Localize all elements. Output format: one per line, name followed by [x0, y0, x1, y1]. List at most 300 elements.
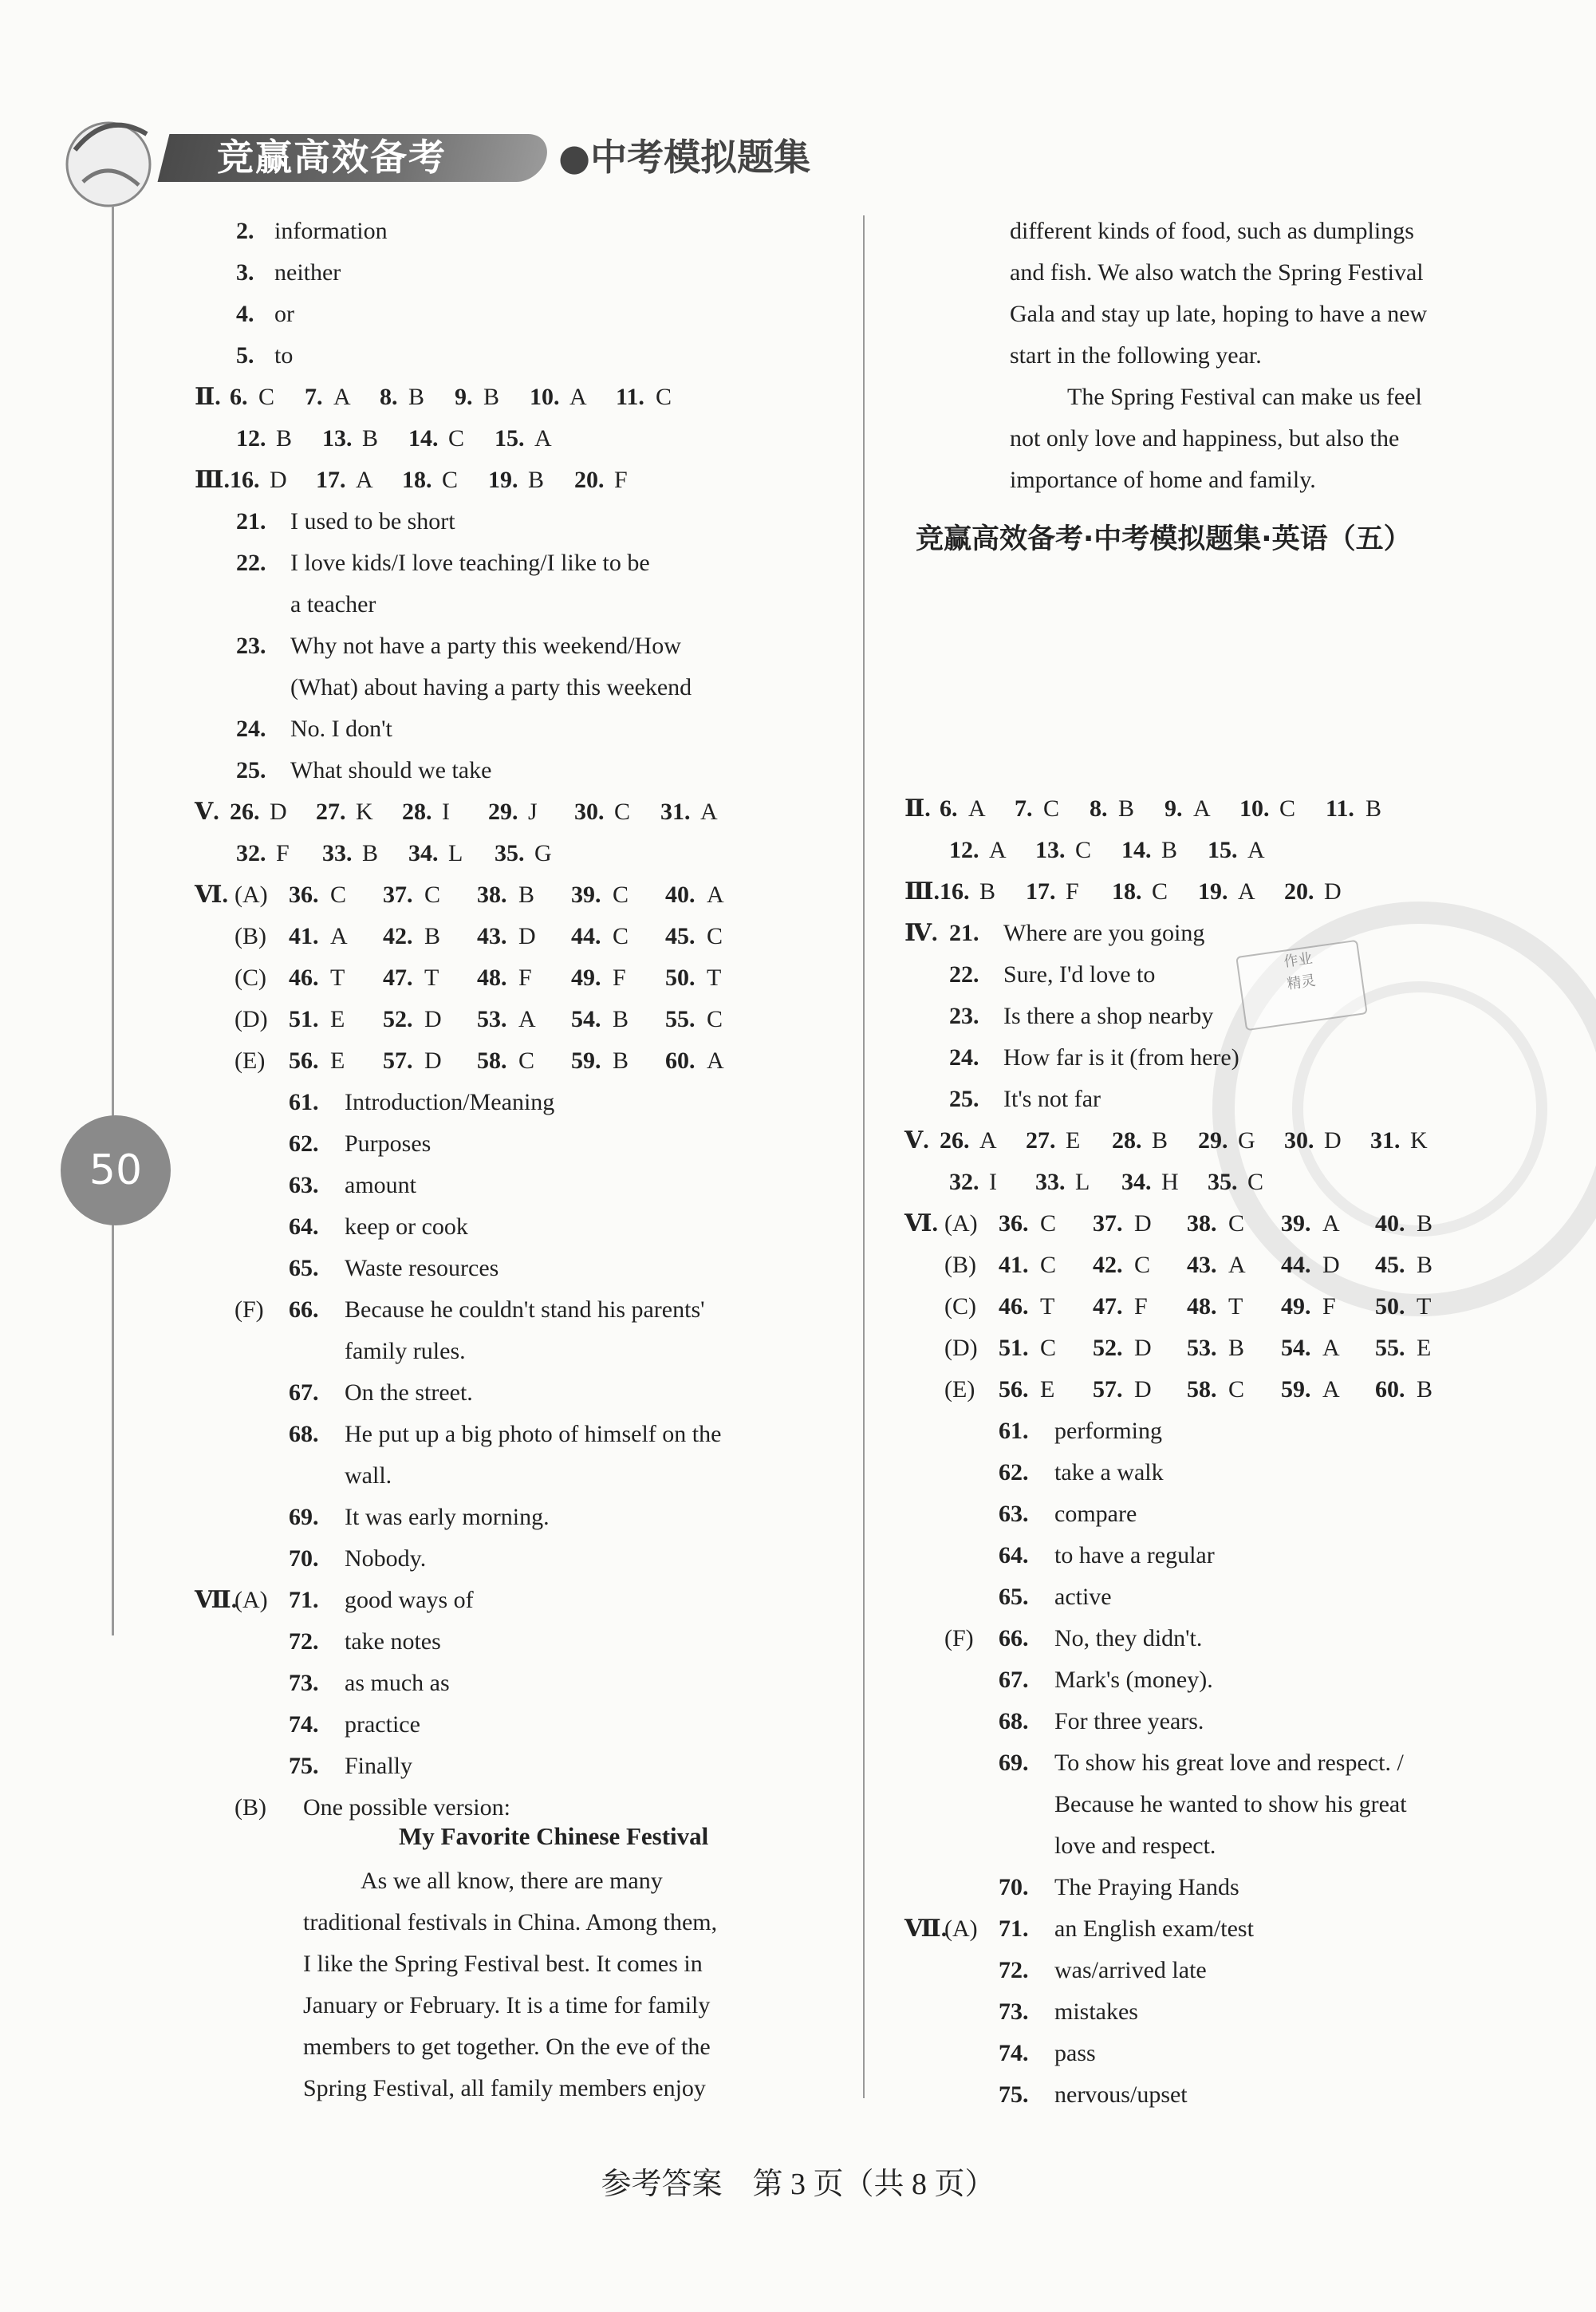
answer-text: I used to be short: [290, 508, 455, 535]
answer-number: 30.: [1284, 1127, 1314, 1154]
answer-choice: A: [707, 1048, 724, 1074]
answer-number: 55.: [1375, 1335, 1405, 1361]
answer-number: 26.: [230, 799, 260, 825]
answer-number: 8.: [1090, 795, 1108, 822]
answer-number: 66.: [999, 1625, 1029, 1651]
answer-number: 4.: [236, 301, 254, 327]
answer-choice: J: [528, 799, 538, 825]
answer-choice: E: [330, 1006, 345, 1032]
answer-number: 33.: [322, 840, 353, 866]
answer-choice: C: [1043, 795, 1060, 822]
answer-number: 71.: [289, 1587, 319, 1613]
answer-choice: E: [1417, 1335, 1432, 1361]
answer-number: 33.: [1035, 1169, 1066, 1195]
answer-number: 47.: [383, 965, 413, 991]
answer-number: 22.: [949, 961, 979, 988]
answer-text: mistakes: [1054, 1998, 1138, 2025]
answer-choice: A: [700, 799, 718, 825]
answer-number: 67.: [999, 1667, 1029, 1693]
brand-logo: [59, 102, 163, 214]
answer-text: Finally: [345, 1753, 413, 1779]
answer-choice: B: [408, 384, 425, 410]
answer-choice: B: [1152, 1127, 1168, 1154]
essay-line: and fish. We also watch the Spring Festival: [1010, 259, 1424, 286]
answer-number: 19.: [1198, 878, 1228, 905]
page-footer: 参考答案 第 3 页（共 8 页）: [601, 2168, 995, 2201]
essay-line: As we all know, there are many: [361, 1868, 663, 1894]
answer-text: Why not have a party this weekend/How: [290, 633, 681, 659]
answer-choice: E: [330, 1048, 345, 1074]
answer-number: 73.: [289, 1670, 319, 1696]
answer-number: 15.: [1208, 837, 1238, 863]
answer-choice: A: [518, 1006, 536, 1032]
answer-choice: C: [1228, 1210, 1245, 1237]
answer-number: 27.: [316, 799, 346, 825]
answer-number: 48.: [477, 965, 507, 991]
answer-number: 12.: [236, 425, 266, 452]
answer-number: 7.: [1015, 795, 1033, 822]
answer-choice: I: [989, 1169, 997, 1195]
answer-choice: B: [1417, 1210, 1433, 1237]
answer-number: 21.: [236, 508, 266, 535]
answer-number: 8.: [380, 384, 398, 410]
answer-choice: F: [614, 467, 628, 493]
answer-choice: C: [1134, 1252, 1151, 1278]
answer-choice: I: [442, 799, 450, 825]
answer-number: 69.: [289, 1504, 319, 1530]
answer-number: 67.: [289, 1379, 319, 1406]
answer-choice: B: [613, 1006, 629, 1032]
answer-text: It was early morning.: [345, 1504, 550, 1530]
answer-number: 59.: [571, 1048, 601, 1074]
answer-choice: D: [1324, 1127, 1342, 1154]
answer-choice: B: [613, 1048, 629, 1074]
answer-text: For three years.: [1054, 1708, 1204, 1734]
answer-text: good ways of: [345, 1587, 474, 1613]
answer-number: 45.: [1375, 1252, 1405, 1278]
answer-text: performing: [1054, 1418, 1162, 1444]
section-numeral: Ⅴ.: [904, 1127, 929, 1154]
answer-choice: B: [528, 467, 545, 493]
answer-number: 13.: [322, 425, 353, 452]
answer-choice: B: [424, 923, 441, 949]
answer-text: What should we take: [290, 757, 492, 783]
answer-choice: F: [613, 965, 626, 991]
answer-choice: A: [968, 795, 986, 822]
header-title: 竞赢高效备考: [217, 136, 447, 179]
answer-number: 39.: [1281, 1210, 1311, 1237]
answer-choice: F: [1322, 1293, 1336, 1320]
answer-choice: B: [1161, 837, 1178, 863]
answer-number: 35.: [1208, 1169, 1238, 1195]
answer-choice: C: [613, 923, 629, 949]
answer-choice: C: [424, 882, 441, 908]
answer-choice: T: [1040, 1293, 1055, 1320]
answer-number: 58.: [477, 1048, 507, 1074]
answer-number: 23.: [236, 633, 266, 659]
answer-choice: B: [979, 878, 996, 905]
part-label: (B): [944, 1252, 976, 1278]
answer-number: 12.: [949, 837, 979, 863]
answer-choice: B: [362, 840, 379, 866]
answer-choice: T: [1417, 1293, 1432, 1320]
answer-number: 62.: [999, 1459, 1029, 1485]
answer-choice: B: [276, 425, 293, 452]
answer-number: 74.: [999, 2040, 1029, 2066]
answer-choice: C: [707, 1006, 723, 1032]
answer-text: Mark's (money).: [1054, 1667, 1213, 1693]
answer-number: 28.: [1112, 1127, 1142, 1154]
answer-number: 41.: [289, 923, 319, 949]
answer-number: 50.: [665, 965, 696, 991]
answer-text: Is there a shop nearby: [1003, 1003, 1214, 1029]
answer-number: 68.: [999, 1708, 1029, 1734]
stamp-line-1: 作业: [1283, 949, 1314, 971]
answer-number: 52.: [383, 1006, 413, 1032]
answer-choice: C: [1228, 1376, 1245, 1403]
answer-text: I love kids/I love teaching/I like to be: [290, 550, 650, 576]
section-numeral: Ⅲ.: [904, 878, 940, 905]
answer-choice: E: [1040, 1376, 1055, 1403]
answer-choice: K: [356, 799, 373, 825]
answer-number: 66.: [289, 1296, 319, 1323]
answer-choice: A: [1193, 795, 1211, 822]
answer-choice: A: [989, 837, 1007, 863]
essay-line: not only love and happiness, but also the: [1010, 425, 1400, 452]
answer-number: 27.: [1026, 1127, 1056, 1154]
answer-text: Sure, I'd love to: [1003, 961, 1156, 988]
answer-number: 40.: [665, 882, 696, 908]
answer-choice: T: [330, 965, 345, 991]
answer-number: 65.: [289, 1255, 319, 1281]
answer-choice: C: [1075, 837, 1092, 863]
answer-text: It's not far: [1003, 1086, 1101, 1112]
part-label: (B): [234, 923, 266, 949]
part-label: (A): [944, 1210, 978, 1237]
answer-choice: C: [1152, 878, 1168, 905]
answer-choice: D: [518, 923, 536, 949]
part-label: (E): [234, 1048, 266, 1074]
answer-number: 14.: [408, 425, 439, 452]
answer-choice: A: [356, 467, 373, 493]
essay-title: My Favorite Chinese Festival: [399, 1822, 709, 1850]
essay-line: Gala and stay up late, hoping to have a new: [1010, 301, 1428, 327]
answer-choice: F: [518, 965, 532, 991]
answer-number: 69.: [999, 1750, 1029, 1776]
answer-number: 55.: [665, 1006, 696, 1032]
answer-number: 48.: [1187, 1293, 1217, 1320]
answer-choice: T: [424, 965, 439, 991]
answer-number: 57.: [383, 1048, 413, 1074]
answer-number: 43.: [1187, 1252, 1217, 1278]
answer-number: 18.: [402, 467, 432, 493]
answer-text: wall.: [345, 1462, 392, 1489]
answer-number: 34.: [408, 840, 439, 866]
answer-choice: A: [707, 882, 724, 908]
answer-choice: A: [1228, 1252, 1246, 1278]
answer-number: 53.: [1187, 1335, 1217, 1361]
answer-text: One possible version:: [303, 1794, 510, 1821]
answer-number: 25.: [949, 1086, 979, 1112]
answer-number: 30.: [574, 799, 605, 825]
answer-number: 42.: [1093, 1252, 1123, 1278]
answer-number: 21.: [949, 920, 979, 946]
answer-number: 2.: [236, 218, 254, 244]
answer-number: 72.: [289, 1628, 319, 1655]
answer-number: 10.: [1239, 795, 1270, 822]
answer-choice: A: [330, 923, 348, 949]
answer-choice: C: [330, 882, 347, 908]
answer-choice: D: [424, 1006, 442, 1032]
answer-number: 17.: [1026, 878, 1056, 905]
answer-number: 60.: [1375, 1376, 1405, 1403]
answer-choice: A: [1247, 837, 1265, 863]
answer-text: (What) about having a party this weekend: [290, 674, 692, 700]
answer-number: 6.: [940, 795, 958, 822]
answer-choice: F: [1134, 1293, 1148, 1320]
answer-choice: C: [1040, 1335, 1057, 1361]
answer-text: or: [274, 301, 294, 327]
left-margin-line: [112, 206, 114, 1123]
answer-text: neither: [274, 259, 341, 286]
answer-choice: C: [1279, 795, 1296, 822]
answer-text: as much as: [345, 1670, 450, 1696]
answer-choice: C: [707, 923, 723, 949]
answer-number: 43.: [477, 923, 507, 949]
answer-choice: L: [448, 840, 463, 866]
answer-text: information: [274, 218, 388, 244]
answer-number: 47.: [1093, 1293, 1123, 1320]
answer-choice: T: [1228, 1293, 1243, 1320]
answer-choice: C: [442, 467, 459, 493]
answer-number: 35.: [495, 840, 525, 866]
essay-line: start in the following year.: [1010, 342, 1262, 369]
answer-text: a teacher: [290, 591, 376, 617]
answer-number: 16.: [940, 878, 970, 905]
answer-number: 38.: [477, 882, 507, 908]
answer-number: 46.: [999, 1293, 1029, 1320]
answer-number: 59.: [1281, 1376, 1311, 1403]
part-label: (C): [944, 1293, 976, 1320]
part-label: (A): [234, 882, 268, 908]
answer-text: On the street.: [345, 1379, 473, 1406]
answer-number: 23.: [949, 1003, 979, 1029]
part-label: (A): [234, 1587, 268, 1613]
answer-choice: C: [613, 882, 629, 908]
answer-choice: A: [1322, 1210, 1340, 1237]
answer-number: 40.: [1375, 1210, 1405, 1237]
header-subtitle: ●中考模拟题集: [558, 136, 811, 179]
answer-number: 37.: [383, 882, 413, 908]
answer-choice: B: [1118, 795, 1135, 822]
part-label: (D): [944, 1335, 978, 1361]
answer-number: 46.: [289, 965, 319, 991]
essay-line: members to get together. On the eve of the: [303, 2034, 711, 2060]
answer-text: He put up a big photo of himself on the: [345, 1421, 722, 1447]
answer-choice: C: [1040, 1210, 1057, 1237]
answer-choice: B: [1365, 795, 1382, 822]
answer-number: 29.: [1198, 1127, 1228, 1154]
essay-line: January or February. It is a time for family: [303, 1992, 711, 2018]
part-label: (F): [234, 1296, 264, 1323]
answer-number: 3.: [236, 259, 254, 286]
answer-choice: C: [614, 799, 631, 825]
section-numeral: Ⅳ.: [904, 920, 938, 946]
answer-text: How far is it (from here): [1003, 1044, 1239, 1071]
answer-number: 44.: [571, 923, 601, 949]
answer-choice: A: [1322, 1376, 1340, 1403]
answer-text: Because he wanted to show his great: [1054, 1791, 1407, 1817]
essay-line: different kinds of food, such as dumplings: [1010, 218, 1414, 244]
answer-text: Where are you going: [1003, 920, 1205, 946]
answer-number: 18.: [1112, 878, 1142, 905]
answer-number: 62.: [289, 1130, 319, 1157]
answer-choice: C: [518, 1048, 535, 1074]
answer-number: 11.: [1326, 795, 1354, 822]
answer-number: 14.: [1121, 837, 1152, 863]
section-numeral: Ⅵ.: [195, 882, 228, 908]
answer-text: keep or cook: [345, 1213, 468, 1240]
answer-number: 24.: [949, 1044, 979, 1071]
answer-text: pass: [1054, 2040, 1096, 2066]
answer-number: 31.: [1370, 1127, 1401, 1154]
answer-choice: B: [1417, 1376, 1433, 1403]
answer-number: 52.: [1093, 1335, 1123, 1361]
essay-line: I like the Spring Festival best. It comes in: [303, 1951, 703, 1977]
section-numeral: Ⅵ.: [904, 1210, 938, 1237]
answer-number: 49.: [1281, 1293, 1311, 1320]
answer-text: active: [1054, 1584, 1112, 1610]
answer-number: 20.: [1284, 878, 1314, 905]
answer-choice: A: [534, 425, 552, 452]
answer-number: 5.: [236, 342, 254, 369]
answer-number: 57.: [1093, 1376, 1123, 1403]
answer-text: love and respect.: [1054, 1833, 1216, 1859]
answer-choice: C: [1247, 1169, 1264, 1195]
answer-choice: A: [333, 384, 351, 410]
answer-number: 22.: [236, 550, 266, 576]
answer-number: 71.: [999, 1915, 1029, 1942]
answer-number: 65.: [999, 1584, 1029, 1610]
answer-number: 41.: [999, 1252, 1029, 1278]
answer-text: was/arrived late: [1054, 1957, 1207, 1983]
answer-number: 64.: [999, 1542, 1029, 1568]
answer-text: To show his great love and respect. /: [1054, 1750, 1404, 1776]
answer-number: 15.: [495, 425, 525, 452]
answer-text: No. I don't: [290, 716, 392, 742]
answer-choice: B: [362, 425, 379, 452]
answer-number: 54.: [1281, 1335, 1311, 1361]
essay-line: Spring Festival, all family members enjoy: [303, 2075, 706, 2101]
answer-text: Nobody.: [345, 1545, 427, 1572]
answer-choice: D: [1134, 1376, 1152, 1403]
answer-number: 20.: [574, 467, 605, 493]
part-label: (D): [234, 1006, 268, 1032]
answer-number: 70.: [289, 1545, 319, 1572]
answer-number: 72.: [999, 1957, 1029, 1983]
answer-text: take a walk: [1054, 1459, 1164, 1485]
stamp-line-2: 精灵: [1286, 972, 1317, 993]
section-title: 竞赢高效备考·中考模拟题集·英语（五）: [916, 523, 1412, 555]
answer-choice: D: [1134, 1210, 1152, 1237]
answer-choice: K: [1410, 1127, 1428, 1154]
answer-number: 49.: [571, 965, 601, 991]
part-label: (B): [234, 1794, 266, 1821]
answer-number: 11.: [616, 384, 644, 410]
answer-choice: F: [1066, 878, 1079, 905]
answer-number: 58.: [1187, 1376, 1217, 1403]
part-label: (F): [944, 1625, 974, 1651]
answer-number: 51.: [999, 1335, 1029, 1361]
answer-number: 54.: [571, 1006, 601, 1032]
answer-text: to have a regular: [1054, 1542, 1215, 1568]
answer-choice: C: [1040, 1252, 1057, 1278]
answer-number: 74.: [289, 1711, 319, 1738]
section-numeral: Ⅱ.: [904, 795, 931, 822]
left-margin-line-lower: [112, 1221, 114, 1635]
answer-number: 37.: [1093, 1210, 1123, 1237]
answer-number: 9.: [1164, 795, 1183, 822]
answer-number: 13.: [1035, 837, 1066, 863]
answer-choice: T: [707, 965, 722, 991]
answer-number: 75.: [999, 2081, 1029, 2108]
answer-choice: D: [1322, 1252, 1340, 1278]
answer-number: 61.: [999, 1418, 1029, 1444]
answer-number: 64.: [289, 1213, 319, 1240]
answer-number: 50.: [1375, 1293, 1405, 1320]
answer-choice: D: [424, 1048, 442, 1074]
answer-choice: E: [1066, 1127, 1081, 1154]
answer-number: 60.: [665, 1048, 696, 1074]
part-label: (A): [944, 1915, 978, 1942]
answer-number: 34.: [1121, 1169, 1152, 1195]
section-numeral: Ⅱ.: [195, 384, 221, 410]
answer-choice: A: [979, 1127, 997, 1154]
answer-choice: B: [483, 384, 500, 410]
answer-number: 42.: [383, 923, 413, 949]
column-divider: [863, 215, 865, 2098]
answer-number: 32.: [236, 840, 266, 866]
answer-text: family rules.: [345, 1338, 466, 1364]
answer-number: 63.: [289, 1172, 319, 1198]
answer-number: 36.: [289, 882, 319, 908]
answer-choice: L: [1075, 1169, 1090, 1195]
answer-number: 24.: [236, 716, 266, 742]
answer-number: 61.: [289, 1089, 319, 1115]
answer-number: 70.: [999, 1874, 1029, 1900]
answer-number: 26.: [940, 1127, 970, 1154]
answer-text: Because he couldn't stand his parents': [345, 1296, 705, 1323]
answer-choice: H: [1161, 1169, 1179, 1195]
answer-text: take notes: [345, 1628, 441, 1655]
answer-number: 68.: [289, 1421, 319, 1447]
answer-text: Waste resources: [345, 1255, 499, 1281]
answer-number: 32.: [949, 1169, 979, 1195]
answer-choice: G: [534, 840, 552, 866]
answer-text: practice: [345, 1711, 420, 1738]
essay-line: traditional festivals in China. Among them,: [303, 1909, 718, 1935]
answer-choice: D: [270, 799, 287, 825]
answer-number: 9.: [455, 384, 473, 410]
answer-choice: B: [1228, 1335, 1245, 1361]
answer-choice: C: [656, 384, 672, 410]
answer-number: 7.: [305, 384, 323, 410]
answer-number: 10.: [530, 384, 560, 410]
answer-text: No, they didn't.: [1054, 1625, 1203, 1651]
answer-number: 53.: [477, 1006, 507, 1032]
answer-choice: C: [258, 384, 275, 410]
section-numeral: Ⅲ.: [195, 467, 231, 493]
